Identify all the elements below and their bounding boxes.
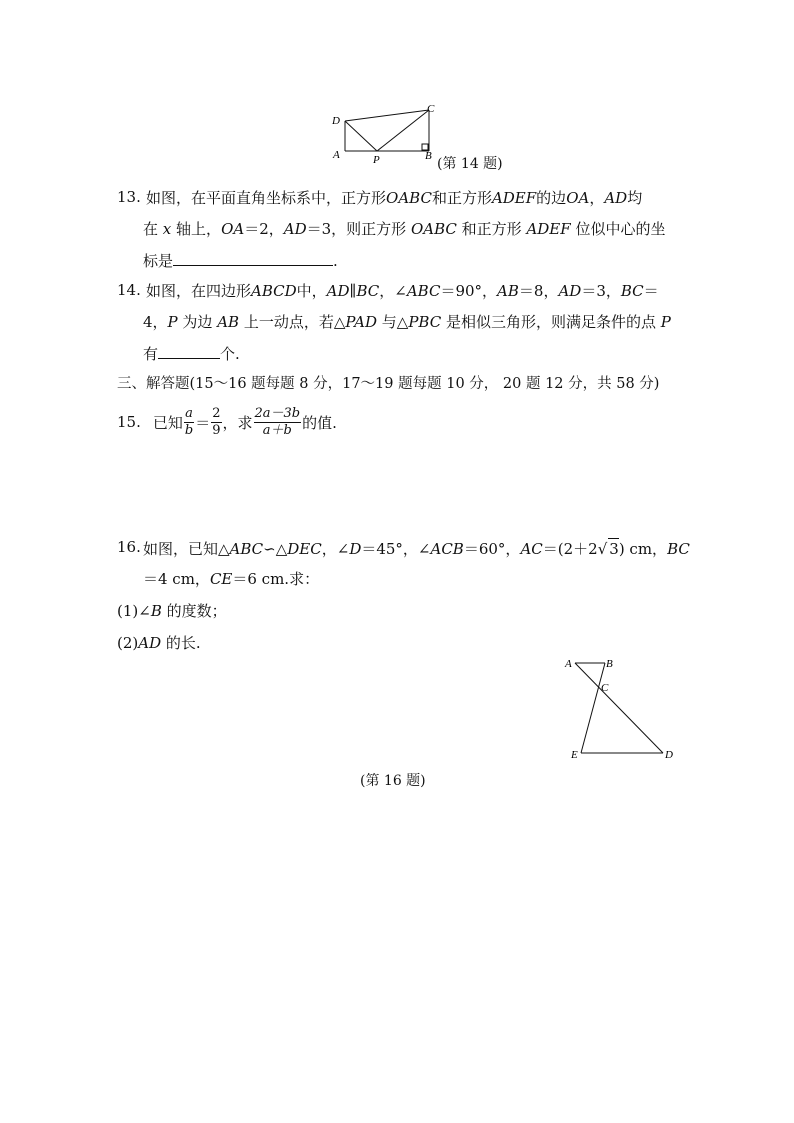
q14-text: ＝90°， <box>440 282 498 300</box>
q16-term: AD <box>138 634 162 652</box>
q14-text: 有 <box>143 345 159 363</box>
q16-term: D <box>349 540 362 558</box>
fig16-caption: (第 16 题) <box>360 773 426 789</box>
q13-line-1 <box>146 188 642 208</box>
q16-text: ＝45°，∠ <box>361 540 431 558</box>
fig16-label-D: D <box>665 749 673 761</box>
q14-line-2 <box>143 312 671 332</box>
q16-text: 如图，已知△ <box>143 540 230 558</box>
fig14-label-D: D <box>332 115 340 127</box>
q13-term: ADEF <box>526 220 571 238</box>
q16-term: B <box>150 602 162 620</box>
q15-frac-den: a＋b <box>262 422 292 438</box>
q13-term: OABC <box>410 220 457 238</box>
q13-text: ， <box>589 189 605 207</box>
q13-text: 均 <box>627 189 643 207</box>
q13-line-3 <box>143 250 338 271</box>
q13-term: AD <box>604 189 628 207</box>
q14-text: 中， <box>296 282 327 300</box>
section-3-heading: 三、解答题(15～16 题每题 8 分，17～19 题每题 10 分， 20 题 12 分，共 58 分) <box>117 376 660 392</box>
q13-term: AD <box>283 220 307 238</box>
fig16-edge-BE <box>581 663 605 753</box>
q16-text: ＝6 cm.求： <box>232 570 320 588</box>
q15-text: ＝ <box>195 413 211 432</box>
q16-term: ABC <box>229 540 264 558</box>
q14-answer-blank[interactable] <box>158 343 220 359</box>
q15-frac-num: 2a－3b <box>254 405 301 421</box>
figure-16 <box>560 652 684 766</box>
q14-line-1 <box>146 281 659 301</box>
q16-term: BC <box>667 540 690 558</box>
q16-text: (1)∠ <box>117 602 151 620</box>
q14-term: ABC <box>406 282 441 300</box>
q16-text: ，∠ <box>321 540 350 558</box>
q16-text: (2) <box>117 634 139 652</box>
q16-subquestion-2 <box>117 633 201 653</box>
q13-text: 位似中心的坐 <box>575 220 666 238</box>
q14-term: AD <box>558 282 582 300</box>
q15-frac-den: b <box>184 422 194 438</box>
q14-term: AB <box>497 282 519 300</box>
q16-sqrt-radicand: 3 <box>609 540 619 558</box>
fig14-label-A: A <box>333 149 340 161</box>
q15-frac-den: 9 <box>212 422 221 438</box>
q13-text: 和正方形 <box>431 189 492 207</box>
q13-text: 和正方形 <box>461 220 522 238</box>
q14-term: BC <box>620 282 644 300</box>
q15-frac-num: a <box>185 405 193 421</box>
fig16-label-C: C <box>601 682 609 694</box>
q14-text: ，∠ <box>379 282 407 300</box>
q14-text: 为边 <box>182 313 213 331</box>
q15-fraction-2-over-9 <box>211 406 221 439</box>
q14-text: 与△ <box>381 313 409 331</box>
q14-line-3 <box>143 343 240 364</box>
q14-text: ＝8， <box>518 282 559 300</box>
q13-term: x <box>162 220 172 238</box>
q15-text: 的值. <box>302 413 337 432</box>
q16-term: DEC <box>287 540 322 558</box>
q14-term: ABCD <box>251 282 297 300</box>
q14-text: 个. <box>220 345 240 363</box>
fig14-label-C: C <box>427 103 435 115</box>
q16-number: 16. <box>117 538 141 556</box>
q16-text: 的度数； <box>161 602 227 620</box>
fig16-label-A: A <box>565 658 572 670</box>
q14-number: 14. <box>117 281 141 299</box>
q13-answer-blank[interactable] <box>173 250 333 266</box>
q14-term: PBC <box>408 313 442 331</box>
q13-text: ＝3，则正方形 <box>306 220 407 238</box>
q16-line-2 <box>143 569 319 589</box>
q14-term: P <box>167 313 178 331</box>
q13-term: OA <box>566 189 590 207</box>
q15-text: ，求 <box>222 413 253 432</box>
q13-text: 在 <box>143 220 159 238</box>
fig14-label-P: P <box>373 154 380 166</box>
q16-subquestion-1 <box>117 601 227 621</box>
q15-text: 已知 <box>152 413 183 432</box>
q16-text: ) cm， <box>618 540 668 558</box>
q14-text: 是相似三角形，则满足条件的点 <box>445 313 656 331</box>
q14-text: 如图，在四边形 <box>146 282 252 300</box>
q13-line-2 <box>143 219 665 239</box>
sqrt-symbol: √ <box>597 540 608 558</box>
q14-text: ＝3， <box>581 282 621 300</box>
q14-term: AD∥BC <box>326 282 380 300</box>
q14-term: P <box>660 313 671 331</box>
q15-number: 15. <box>117 413 141 431</box>
q13-term: OA <box>221 220 245 238</box>
q16-text: ＝4 cm， <box>143 570 210 588</box>
q16-term: ACB <box>430 540 464 558</box>
q16-text: 的长. <box>161 634 201 652</box>
fig16-edge-AD <box>575 663 663 753</box>
q13-text: 如图，在平面直角坐标系中，正方形 <box>146 189 387 207</box>
fig16-label-B: B <box>606 658 613 670</box>
q14-term: PAD <box>345 313 377 331</box>
q15-fraction-expression <box>254 406 302 439</box>
q15-frac-num: 2 <box>212 405 221 421</box>
q14-text: 4， <box>143 313 168 331</box>
figure-14 <box>328 100 438 166</box>
q14-term: AB <box>217 313 240 331</box>
q13-term: ADEF <box>491 189 537 207</box>
q16-text: ＝(2＋2 <box>542 540 598 558</box>
q16-line-1 <box>143 538 690 559</box>
q16-term: AC <box>520 540 543 558</box>
q16-text: ＝60°， <box>463 540 521 558</box>
question-15 <box>117 400 337 444</box>
q13-text: 的边 <box>536 189 567 207</box>
q16-term: CE <box>209 570 233 588</box>
fig14-edge-PD <box>345 121 377 151</box>
q13-text: 轴上， <box>176 220 222 238</box>
fig16-label-E: E <box>571 749 578 761</box>
q13-number: 13. <box>117 188 141 206</box>
fig14-label-B: B <box>425 150 432 162</box>
q13-text: ＝2， <box>244 220 284 238</box>
q15-fraction-a-over-b <box>184 406 194 439</box>
q13-term: OABC <box>386 189 432 207</box>
q13-text: 标是 <box>143 252 174 270</box>
q16-text: ∽△ <box>263 540 288 558</box>
q13-text: . <box>333 252 338 270</box>
fig14-caption: (第 14 题) <box>437 156 503 172</box>
q14-text: ＝ <box>643 282 659 300</box>
q14-text: 上一动点，若△ <box>243 313 346 331</box>
